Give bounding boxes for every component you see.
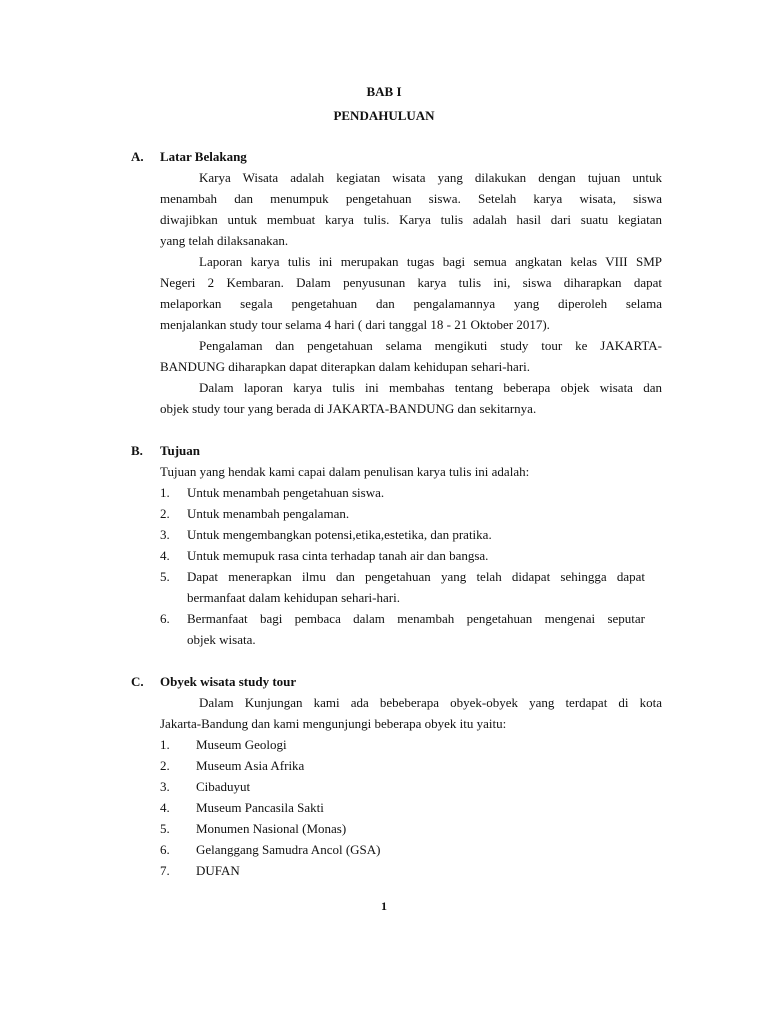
section-a-line: melaporkan segala pengetahuan dan pengalamannya yang diperoleh selama	[160, 296, 662, 311]
section-c-line: Jakarta-Bandung dan kami mengunjungi beberapa obyek itu yaitu:	[160, 716, 507, 731]
list-item-number: 6.	[160, 842, 170, 857]
list-item: Bermanfaat bagi pembaca dalam menambah pengetahuan mengenai seputar	[187, 611, 645, 626]
section-a-line: objek study tour yang berada di JAKARTA-BANDUNG dan sekitarnya.	[160, 401, 537, 416]
list-item: Untuk memupuk rasa cinta terhadap tanah air dan bangsa.	[187, 548, 489, 563]
section-a-line: Laporan karya tulis ini merupakan tugas bagi semua angkatan kelas VIII SMP	[199, 254, 662, 269]
section-a-heading: Latar Belakang	[160, 149, 247, 164]
list-item-number: 2.	[160, 506, 170, 521]
list-item-number: 7.	[160, 863, 170, 878]
section-a-line: menambah dan menumpuk pengetahuan siswa. Setelah karya wisata, siswa	[160, 191, 662, 206]
section-c-heading: Obyek wisata study tour	[160, 674, 297, 689]
section-a-line: diwajibkan untuk membuat karya tulis. Karya tulis adalah hasil dari suatu kegiatan	[160, 212, 662, 227]
list-item-number: 3.	[160, 779, 170, 794]
list-item: Gelanggang Samudra Ancol (GSA)	[196, 842, 381, 857]
list-item-number: 1.	[160, 737, 170, 752]
list-item-number: 5.	[160, 569, 170, 584]
page-number: 1	[381, 899, 387, 913]
section-b-intro: Tujuan yang hendak kami capai dalam penulisan karya tulis ini adalah:	[160, 464, 530, 479]
section-a-line: Negeri 2 Kembaran. Dalam penyusunan karya tulis ini, siswa diharapkan dapat	[160, 275, 662, 290]
list-item: DUFAN	[196, 863, 240, 878]
list-item-number: 5.	[160, 821, 170, 836]
list-item: Untuk menambah pengetahuan siswa.	[187, 485, 385, 500]
list-item-continuation: bermanfaat dalam kehidupan sehari-hari.	[187, 590, 400, 605]
list-item: Museum Geologi	[196, 737, 287, 752]
chapter-title: PENDAHULUAN	[333, 108, 435, 123]
list-item-continuation: objek wisata.	[187, 632, 256, 647]
section-b-marker: B.	[131, 443, 143, 458]
list-item-number: 6.	[160, 611, 170, 626]
chapter-label: BAB I	[366, 84, 402, 99]
section-a-line: Pengalaman dan pengetahuan selama mengikuti study tour ke JAKARTA-	[199, 338, 662, 353]
section-c-marker: C.	[131, 674, 144, 689]
list-item: Monumen Nasional (Monas)	[196, 821, 347, 836]
list-item-number: 1.	[160, 485, 170, 500]
list-item-number: 4.	[160, 800, 170, 815]
section-a-marker: A.	[131, 149, 144, 164]
section-a-line: Dalam laporan karya tulis ini membahas tentang beberapa objek wisata dan	[199, 380, 662, 395]
list-item: Cibaduyut	[196, 779, 251, 794]
section-a-line: menjalankan study tour selama 4 hari ( dari tanggal 18 - 21 Oktober 2017).	[160, 317, 550, 332]
section-c-line: Dalam Kunjungan kami ada bebeberapa obyek-obyek yang terdapat di kota	[199, 695, 662, 710]
list-item-number: 3.	[160, 527, 170, 542]
list-item: Untuk menambah pengalaman.	[187, 506, 350, 521]
list-item-number: 2.	[160, 758, 170, 773]
section-a-line: Karya Wisata adalah kegiatan wisata yang dilakukan dengan tujuan untuk	[199, 170, 662, 185]
section-a-line: yang telah dilaksanakan.	[160, 233, 289, 248]
list-item: Museum Asia Afrika	[196, 758, 305, 773]
list-item: Untuk mengembangkan potensi,etika,estetika, dan pratika.	[187, 527, 492, 542]
section-b-heading: Tujuan	[160, 443, 200, 458]
list-item-number: 4.	[160, 548, 170, 563]
list-item: Museum Pancasila Sakti	[196, 800, 324, 815]
list-item: Dapat menerapkan ilmu dan pengetahuan yang telah didapat sehingga dapat	[187, 569, 645, 584]
section-a-line: BANDUNG diharapkan dapat diterapkan dalam kehidupan sehari-hari.	[160, 359, 531, 374]
